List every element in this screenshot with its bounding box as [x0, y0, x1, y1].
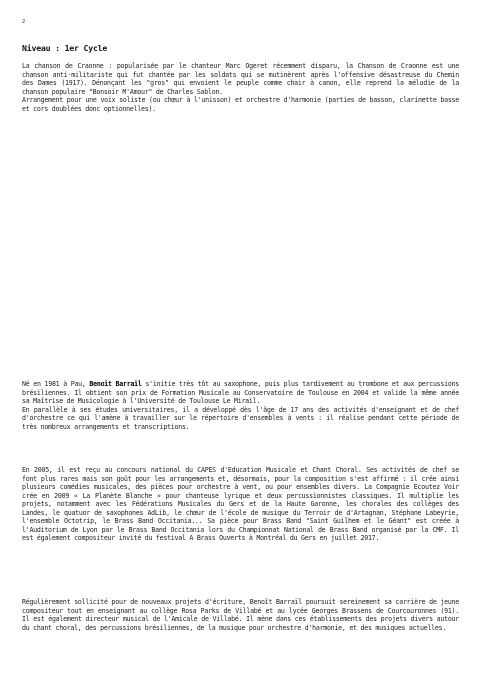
arrangement-paragraph: Arrangement pour une voix soliste (ou chœur à l'unisson) et orchestre d'harmonie (parties de basson, clarinette basse et cors doublées donc optionnelles). [22, 96, 459, 113]
bio-paragraph-3: En 2005, il est reçu au concours national du CAPES d'Education Musicale et Chant Choral. Ses activités de chef se font plus rares mais son goût pour les arrangements et, désormais, pour la composition s'est affirmé : il crée ainsi plusieurs comédies musicales, des pièces pour orchestre à vent, ou pour ensembles divers. La Compagnie Ecoutez Voir crée en 2009 « La Planète Blanche » pour chanteuse lyrique et deux percussionnistes classiques. Il multiplie les projets, notamment avec les Fédérations Musicales du Gers et de la Haute Garonne, les chorales des collèges des Landes, le quatuor de saxophones AdLib, le chœur de l'école de musique du Terroir de d'Artagnan, Stéphane Labeyrie, l'ensemble Octotrip, le Brass Band Occitania... Sa pièce pour Brass Band "Saint Guilhem et le Géant" est créée à l'Auditorium de Lyon par le Brass Band Occitania lors du Championnat National de Brass Band organisé par la CMF. Il est également compositeur invité du festival A Brass Ouverts à Montréal du Gers en juillet 2017. [22, 466, 459, 542]
bio-paragraph-4: Régulièrement sollicité pour de nouveaux projets d'écriture, Benoît Barraïl poursuit sereinement sa carrière de jeune compositeur tout en enseignant au collège Rosa Parks de Villabé et au lycée Georges Brassens de Courcouronnes (91). Il est également directeur musical de l'Amicale de Villabé. Il mène dans ces établissements des projets divers autour du chant choral, des percussions brésiliennes, de la musique pour orchestre d'harmonie, et des musiques actuelles. [22, 598, 459, 632]
piece-description [22, 62, 459, 113]
bio-p1-start: Né en 1981 à Pau, [22, 380, 90, 388]
bio-paragraph-2: En parallèle à ses études universitaires, il a développé dès l'âge de 17 ans des activités d'enseignant et de chef d'orchestre ce qui l'amène à travailler sur le répertoire d'ensembles à vents : il réalise pendant cette période de très nombreux arrangements et transcriptions. [22, 405, 459, 431]
bio-section-1 [22, 380, 459, 431]
level-heading: Niveau : 1er Cycle [22, 43, 108, 53]
intro-paragraph: La chanson de Craonne : popularisée par le chanteur Marc Ogeret récemment disparu, la Chanson de Craonne est une chanson anti-militariste qui fut chantée par les soldats qui se mutinèrent après l'offensive désastreuse du Chemin des Dames (1917). Dénonçant les "gros" qui envoient le peuple comme chair à canon, elle reprend la mélodie de la chanson populaire "Bonsoir M'Amour" de Charles Sablon. [22, 62, 459, 96]
bio-paragraph-1 [22, 380, 459, 406]
bio-section-2 [22, 466, 459, 543]
page-number: 2 [22, 19, 26, 25]
bio-p1-rest: s'initie très tôt au saxophone, puis plus tardivement au trombone et aux percussions brésiliennes. Il obtient son prix de Formation Musicale au Conservatoire de Toulouse en 2004 et valide la même année sa Maîtrise de Musicologie à l'Université de Toulouse Le Mirail. [22, 380, 459, 405]
bio-section-3 [22, 598, 459, 632]
composer-name: Benoît Barraïl [89, 380, 142, 388]
